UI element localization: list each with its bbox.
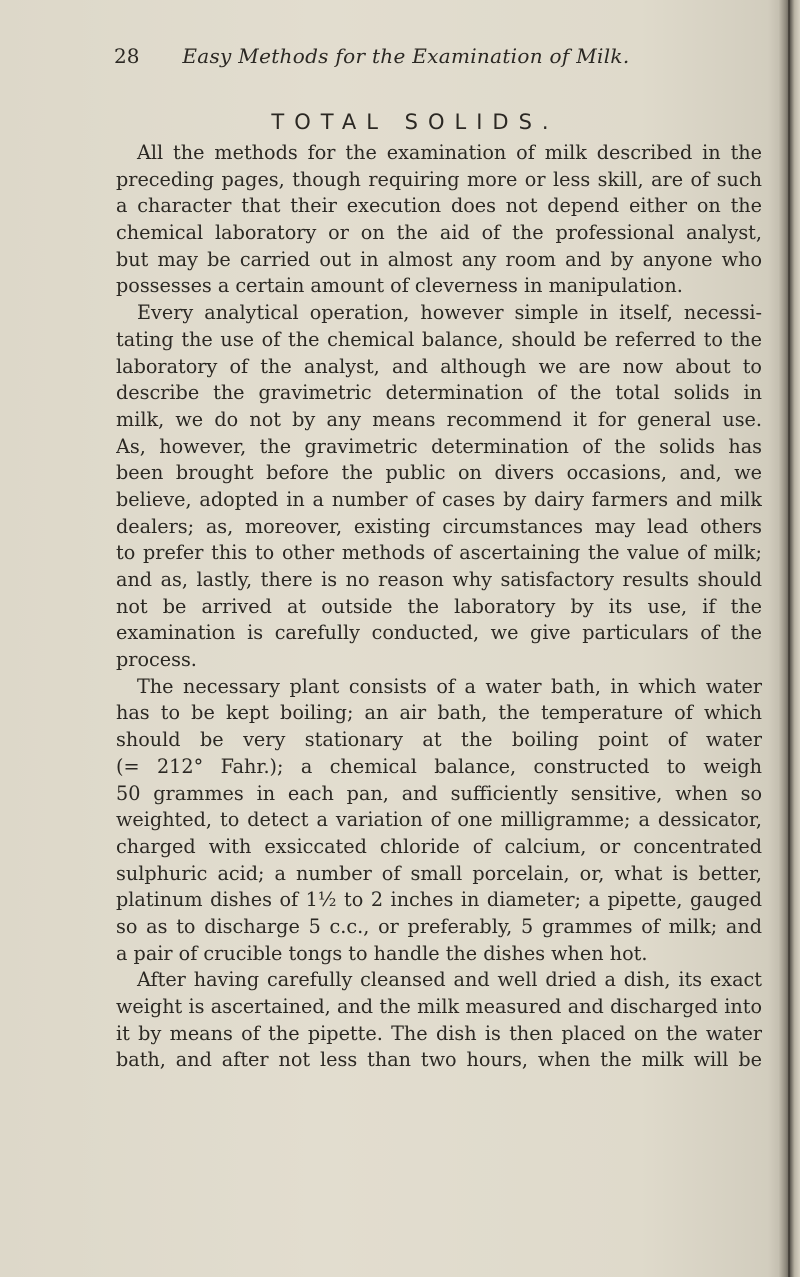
page-number: 28 xyxy=(114,44,140,68)
text-line: chemical laboratory or on the aid of the professional analyst, xyxy=(116,221,762,245)
text-line: a pair of crucible tongs to handle the dishes when hot. xyxy=(116,941,648,965)
text-line: been brought before the public on divers occasions, and, we xyxy=(116,461,762,485)
text-line: charged with exsiccated chloride of calcium, or concentrated xyxy=(116,834,762,858)
text-line: platinum dishes of 1½ to 2 inches in diameter; a pipette, gauged xyxy=(116,888,762,912)
text-line: to prefer this to other methods of ascertaining the value of milk; xyxy=(116,541,762,565)
text-line: process. xyxy=(116,648,197,672)
text-line: sulphuric acid; a number of small porcelain, or, what is better, xyxy=(116,861,762,885)
text-line: a character that their execution does not depend either on the xyxy=(116,194,762,218)
text-line: should be very stationary at the boiling point of water xyxy=(116,728,762,752)
text-line: believe, adopted in a number of cases by dairy farmers and milk xyxy=(116,487,762,511)
text-line: and as, lastly, there is no reason why satisfactory results should xyxy=(116,568,762,591)
text-line: preceding pages, though requiring more or less skill, are of such xyxy=(116,167,762,191)
text-line: describe the gravimetric determination of the total solids in xyxy=(116,381,762,405)
text-line: After having carefully cleansed and well dried a dish, its exact xyxy=(137,968,762,992)
text-line: (= 212° Fahr.); a chemical balance, constructed to weigh xyxy=(116,754,762,778)
text-line: All the methods for the examination of milk described in the xyxy=(137,141,762,164)
text-line: so as to discharge 5 c.c., or preferably, 5 grammes of milk; and xyxy=(116,914,762,938)
text-line: milk, we do not by any means recommend it for general use. xyxy=(116,407,762,431)
running-title: Easy Methods for the Examination of Milk. xyxy=(182,44,630,68)
text-line: it by means of the pipette. The dish is then placed on the water xyxy=(116,1021,762,1045)
text-line: The necessary plant consists of a water bath, in which water xyxy=(137,674,762,698)
text-line: 50 grammes in each pan, and sufficiently sensitive, when so xyxy=(116,781,762,805)
text-line: dealers; as, moreover, existing circumstances may lead others xyxy=(116,514,762,538)
text-line: tating the use of the chemical balance, should be referred to the xyxy=(116,327,762,351)
book-binding-edge xyxy=(778,0,800,1277)
text-line: has to be kept boiling; an air bath, the temperature of which xyxy=(116,701,762,725)
text-line: but may be carried out in almost any room and by anyone who xyxy=(116,247,762,271)
text-line: examination is carefully conducted, we give particulars of the xyxy=(116,621,762,645)
text-line: laboratory of the analyst, and although we are now about to xyxy=(116,354,762,378)
text-line: weight is ascertained, and the milk measured and discharged into xyxy=(116,995,762,1018)
text-line: Every analytical operation, however simple in itself, necessi- xyxy=(137,301,762,325)
text-line: possesses a certain amount of cleverness in manipulation. xyxy=(116,274,683,298)
text-line: not be arrived at outside the laboratory by its use, if the xyxy=(116,594,762,618)
running-head xyxy=(114,44,774,68)
section-title: TOTAL SOLIDS. xyxy=(271,110,559,134)
text-line: As, however, the gravimetric determination of the solids has xyxy=(116,434,762,458)
body-text xyxy=(116,140,762,1074)
text-line: weighted, to detect a variation of one milligramme; a dessicator, xyxy=(116,808,762,832)
text-line: bath, and after not less than two hours, when the milk will be xyxy=(116,1048,762,1072)
